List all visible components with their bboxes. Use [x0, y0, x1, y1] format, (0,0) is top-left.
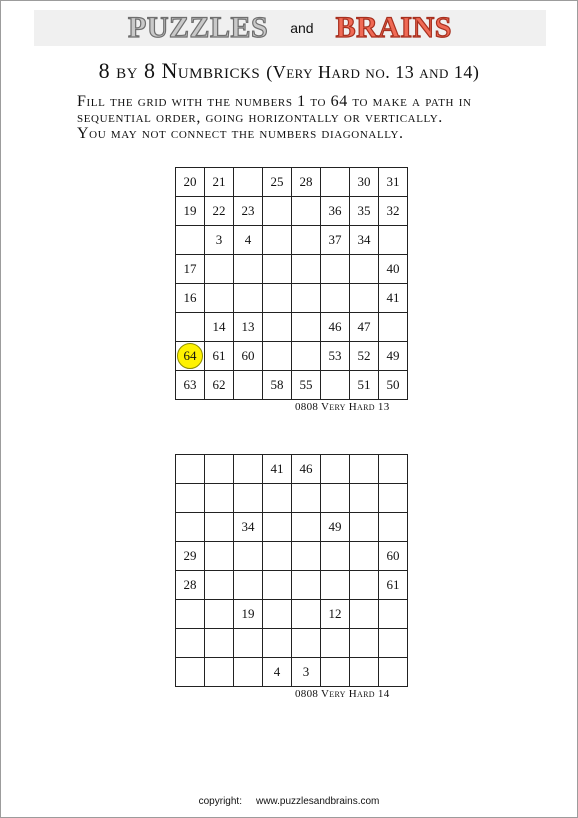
grid-cell[interactable]: [379, 313, 408, 342]
grid-cell[interactable]: [379, 600, 408, 629]
grid-row: [176, 197, 408, 226]
grid-cell[interactable]: [205, 542, 234, 571]
grid-cell[interactable]: [350, 600, 379, 629]
grid-cell[interactable]: [350, 629, 379, 658]
grid-cell[interactable]: [176, 226, 205, 255]
grid-cell[interactable]: [234, 255, 263, 284]
grid-cell[interactable]: [263, 542, 292, 571]
grid-cell[interactable]: [234, 168, 263, 197]
highlighted-number: 64: [177, 343, 203, 369]
grid-cell[interactable]: [379, 629, 408, 658]
grid-cell[interactable]: [292, 197, 321, 226]
grid-cell[interactable]: 3: [292, 658, 321, 687]
puzzle-caption-14: 0808 Very Hard 14: [295, 688, 390, 700]
grid-cell[interactable]: 41: [263, 455, 292, 484]
grid-cell[interactable]: [321, 658, 350, 687]
grid-row: [176, 455, 408, 484]
grid-cell[interactable]: 40: [379, 255, 408, 284]
grid-cell[interactable]: [205, 455, 234, 484]
grid-cell[interactable]: [176, 342, 205, 371]
grid-cell[interactable]: 29: [176, 542, 205, 571]
grid-cell[interactable]: 30: [350, 168, 379, 197]
grid-cell[interactable]: 16: [176, 284, 205, 313]
grid-cell[interactable]: 28: [292, 168, 321, 197]
instruction-line: Fill the grid with the numbers 1 to 64 to make a path in: [77, 93, 472, 110]
page-title: [0, 58, 578, 84]
grid-row: [176, 629, 408, 658]
grid-cell[interactable]: 13: [234, 313, 263, 342]
grid-cell[interactable]: [176, 313, 205, 342]
grid-cell[interactable]: [292, 600, 321, 629]
puzzle-grid-13: [175, 167, 408, 400]
grid-row: [176, 371, 408, 400]
grid-cell[interactable]: 53: [321, 342, 350, 371]
grid-cell[interactable]: [292, 484, 321, 513]
grid-cell[interactable]: [234, 629, 263, 658]
grid-cell[interactable]: 28: [176, 571, 205, 600]
grid-cell[interactable]: 61: [379, 571, 408, 600]
grid-cell[interactable]: [350, 255, 379, 284]
page-title-main: 8 by 8 Numbricks: [98, 58, 261, 83]
grid-cell[interactable]: 19: [234, 600, 263, 629]
instruction-line: You may not connect the numbers diagonally.: [77, 125, 404, 142]
grid-row: [176, 658, 408, 687]
grid-cell[interactable]: [263, 284, 292, 313]
grid-cell[interactable]: [292, 226, 321, 255]
puzzle-grid-14: [175, 454, 408, 687]
grid-cell[interactable]: 25: [263, 168, 292, 197]
grid-cell[interactable]: [234, 455, 263, 484]
grid-cell[interactable]: [205, 255, 234, 284]
grid-cell[interactable]: [292, 284, 321, 313]
grid-cell[interactable]: [176, 484, 205, 513]
grid-cell[interactable]: [321, 629, 350, 658]
grid-cell[interactable]: [350, 658, 379, 687]
grid-cell[interactable]: [263, 342, 292, 371]
grid-cell[interactable]: [263, 226, 292, 255]
grid-cell[interactable]: [379, 513, 408, 542]
grid-cell[interactable]: 36: [321, 197, 350, 226]
grid-cell[interactable]: 4: [234, 226, 263, 255]
grid-cell[interactable]: [263, 197, 292, 226]
grid-row: [176, 571, 408, 600]
grid-cell[interactable]: [292, 313, 321, 342]
grid-cell[interactable]: [205, 484, 234, 513]
logo-and: and: [290, 20, 314, 36]
grid-cell[interactable]: 62: [205, 371, 234, 400]
copyright-label: copyright:: [198, 796, 242, 807]
logo-brains: BRAINS: [335, 11, 452, 44]
grid-cell[interactable]: [263, 313, 292, 342]
grid-cell[interactable]: [205, 284, 234, 313]
grid-row: [176, 542, 408, 571]
grid-cell[interactable]: [234, 371, 263, 400]
grid-cell[interactable]: 46: [292, 455, 321, 484]
grid-cell[interactable]: [263, 255, 292, 284]
grid-cell[interactable]: 60: [234, 342, 263, 371]
grid-cell[interactable]: [176, 600, 205, 629]
grid-row: [176, 600, 408, 629]
grid-cell[interactable]: 31: [379, 168, 408, 197]
grid-cell[interactable]: 12: [321, 600, 350, 629]
grid-cell[interactable]: 61: [205, 342, 234, 371]
grid-cell[interactable]: [321, 168, 350, 197]
grid-cell[interactable]: [263, 513, 292, 542]
grid-cell[interactable]: [379, 484, 408, 513]
grid-cell[interactable]: 21: [205, 168, 234, 197]
brand-banner: [34, 10, 546, 46]
grid-cell[interactable]: 47: [350, 313, 379, 342]
grid-cell[interactable]: 51: [350, 371, 379, 400]
grid-cell[interactable]: [292, 542, 321, 571]
grid-cell[interactable]: 4: [263, 658, 292, 687]
grid-cell[interactable]: 35: [350, 197, 379, 226]
grid-cell[interactable]: 49: [379, 342, 408, 371]
grid-cell[interactable]: [205, 629, 234, 658]
grid-cell[interactable]: [321, 455, 350, 484]
grid-cell[interactable]: 3: [205, 226, 234, 255]
grid-cell[interactable]: [263, 600, 292, 629]
grid-cell[interactable]: [350, 455, 379, 484]
grid-cell[interactable]: 58: [263, 371, 292, 400]
grid-cell[interactable]: [234, 571, 263, 600]
grid-cell[interactable]: 22: [205, 197, 234, 226]
grid-cell[interactable]: [234, 542, 263, 571]
grid-cell[interactable]: 14: [205, 313, 234, 342]
grid-row: [176, 513, 408, 542]
grid-cell[interactable]: 20: [176, 168, 205, 197]
grid-cell[interactable]: [205, 600, 234, 629]
grid-cell[interactable]: [321, 284, 350, 313]
grid-cell[interactable]: 37: [321, 226, 350, 255]
grid-cell[interactable]: [321, 255, 350, 284]
grid-cell[interactable]: 32: [379, 197, 408, 226]
grid-cell[interactable]: [379, 455, 408, 484]
grid-cell[interactable]: 60: [379, 542, 408, 571]
grid-cell[interactable]: [176, 629, 205, 658]
grid-cell[interactable]: [292, 629, 321, 658]
grid-row: [176, 284, 408, 313]
website-url: www.puzzlesandbrains.com: [255, 796, 380, 807]
grid-cell[interactable]: [321, 484, 350, 513]
grid-cell[interactable]: [234, 484, 263, 513]
grid-cell[interactable]: 52: [350, 342, 379, 371]
grid-cell[interactable]: 17: [176, 255, 205, 284]
grid-cell[interactable]: [176, 658, 205, 687]
grid-row: [176, 226, 408, 255]
grid-cell[interactable]: [263, 629, 292, 658]
grid-cell[interactable]: [292, 571, 321, 600]
grid-cell[interactable]: [350, 571, 379, 600]
grid-cell[interactable]: [234, 658, 263, 687]
grid-cell[interactable]: [292, 255, 321, 284]
grid-cell[interactable]: 19: [176, 197, 205, 226]
grid-cell[interactable]: [321, 571, 350, 600]
grid-cell[interactable]: [321, 542, 350, 571]
grid-cell[interactable]: [205, 571, 234, 600]
grid-cell[interactable]: 49: [321, 513, 350, 542]
grid-row: [176, 484, 408, 513]
grid-cell[interactable]: 63: [176, 371, 205, 400]
copyright-footer: [0, 796, 578, 807]
instructions: [77, 94, 537, 142]
grid-cell[interactable]: 34: [350, 226, 379, 255]
grid-cell[interactable]: [350, 484, 379, 513]
grid-cell[interactable]: [350, 513, 379, 542]
instruction-line: sequential order, going horizontally or vertically.: [77, 109, 443, 126]
grid-cell[interactable]: 34: [234, 513, 263, 542]
grid-cell[interactable]: [350, 542, 379, 571]
grid-cell[interactable]: 46: [321, 313, 350, 342]
grid-row: [176, 313, 408, 342]
grid-cell[interactable]: [350, 284, 379, 313]
grid-cell[interactable]: [379, 226, 408, 255]
puzzle-caption-13: 0808 Very Hard 13: [295, 401, 390, 413]
grid-row: [176, 342, 408, 371]
grid-cell[interactable]: [263, 484, 292, 513]
grid-cell[interactable]: [292, 513, 321, 542]
grid-cell[interactable]: 55: [292, 371, 321, 400]
grid-cell[interactable]: [176, 513, 205, 542]
grid-cell[interactable]: 23: [234, 197, 263, 226]
grid-cell[interactable]: [205, 513, 234, 542]
grid-cell[interactable]: 50: [379, 371, 408, 400]
grid-cell[interactable]: 41: [379, 284, 408, 313]
grid-cell[interactable]: [205, 658, 234, 687]
grid-row: [176, 168, 408, 197]
logo-puzzles: PUZZLES: [128, 11, 269, 44]
grid-cell[interactable]: [263, 571, 292, 600]
page-title-sub: (Very Hard no. 13 and 14): [266, 62, 480, 82]
grid-cell[interactable]: [292, 342, 321, 371]
grid-cell[interactable]: [176, 455, 205, 484]
grid-cell[interactable]: [321, 371, 350, 400]
grid-cell[interactable]: [234, 284, 263, 313]
grid-cell[interactable]: [379, 658, 408, 687]
grid-row: [176, 255, 408, 284]
